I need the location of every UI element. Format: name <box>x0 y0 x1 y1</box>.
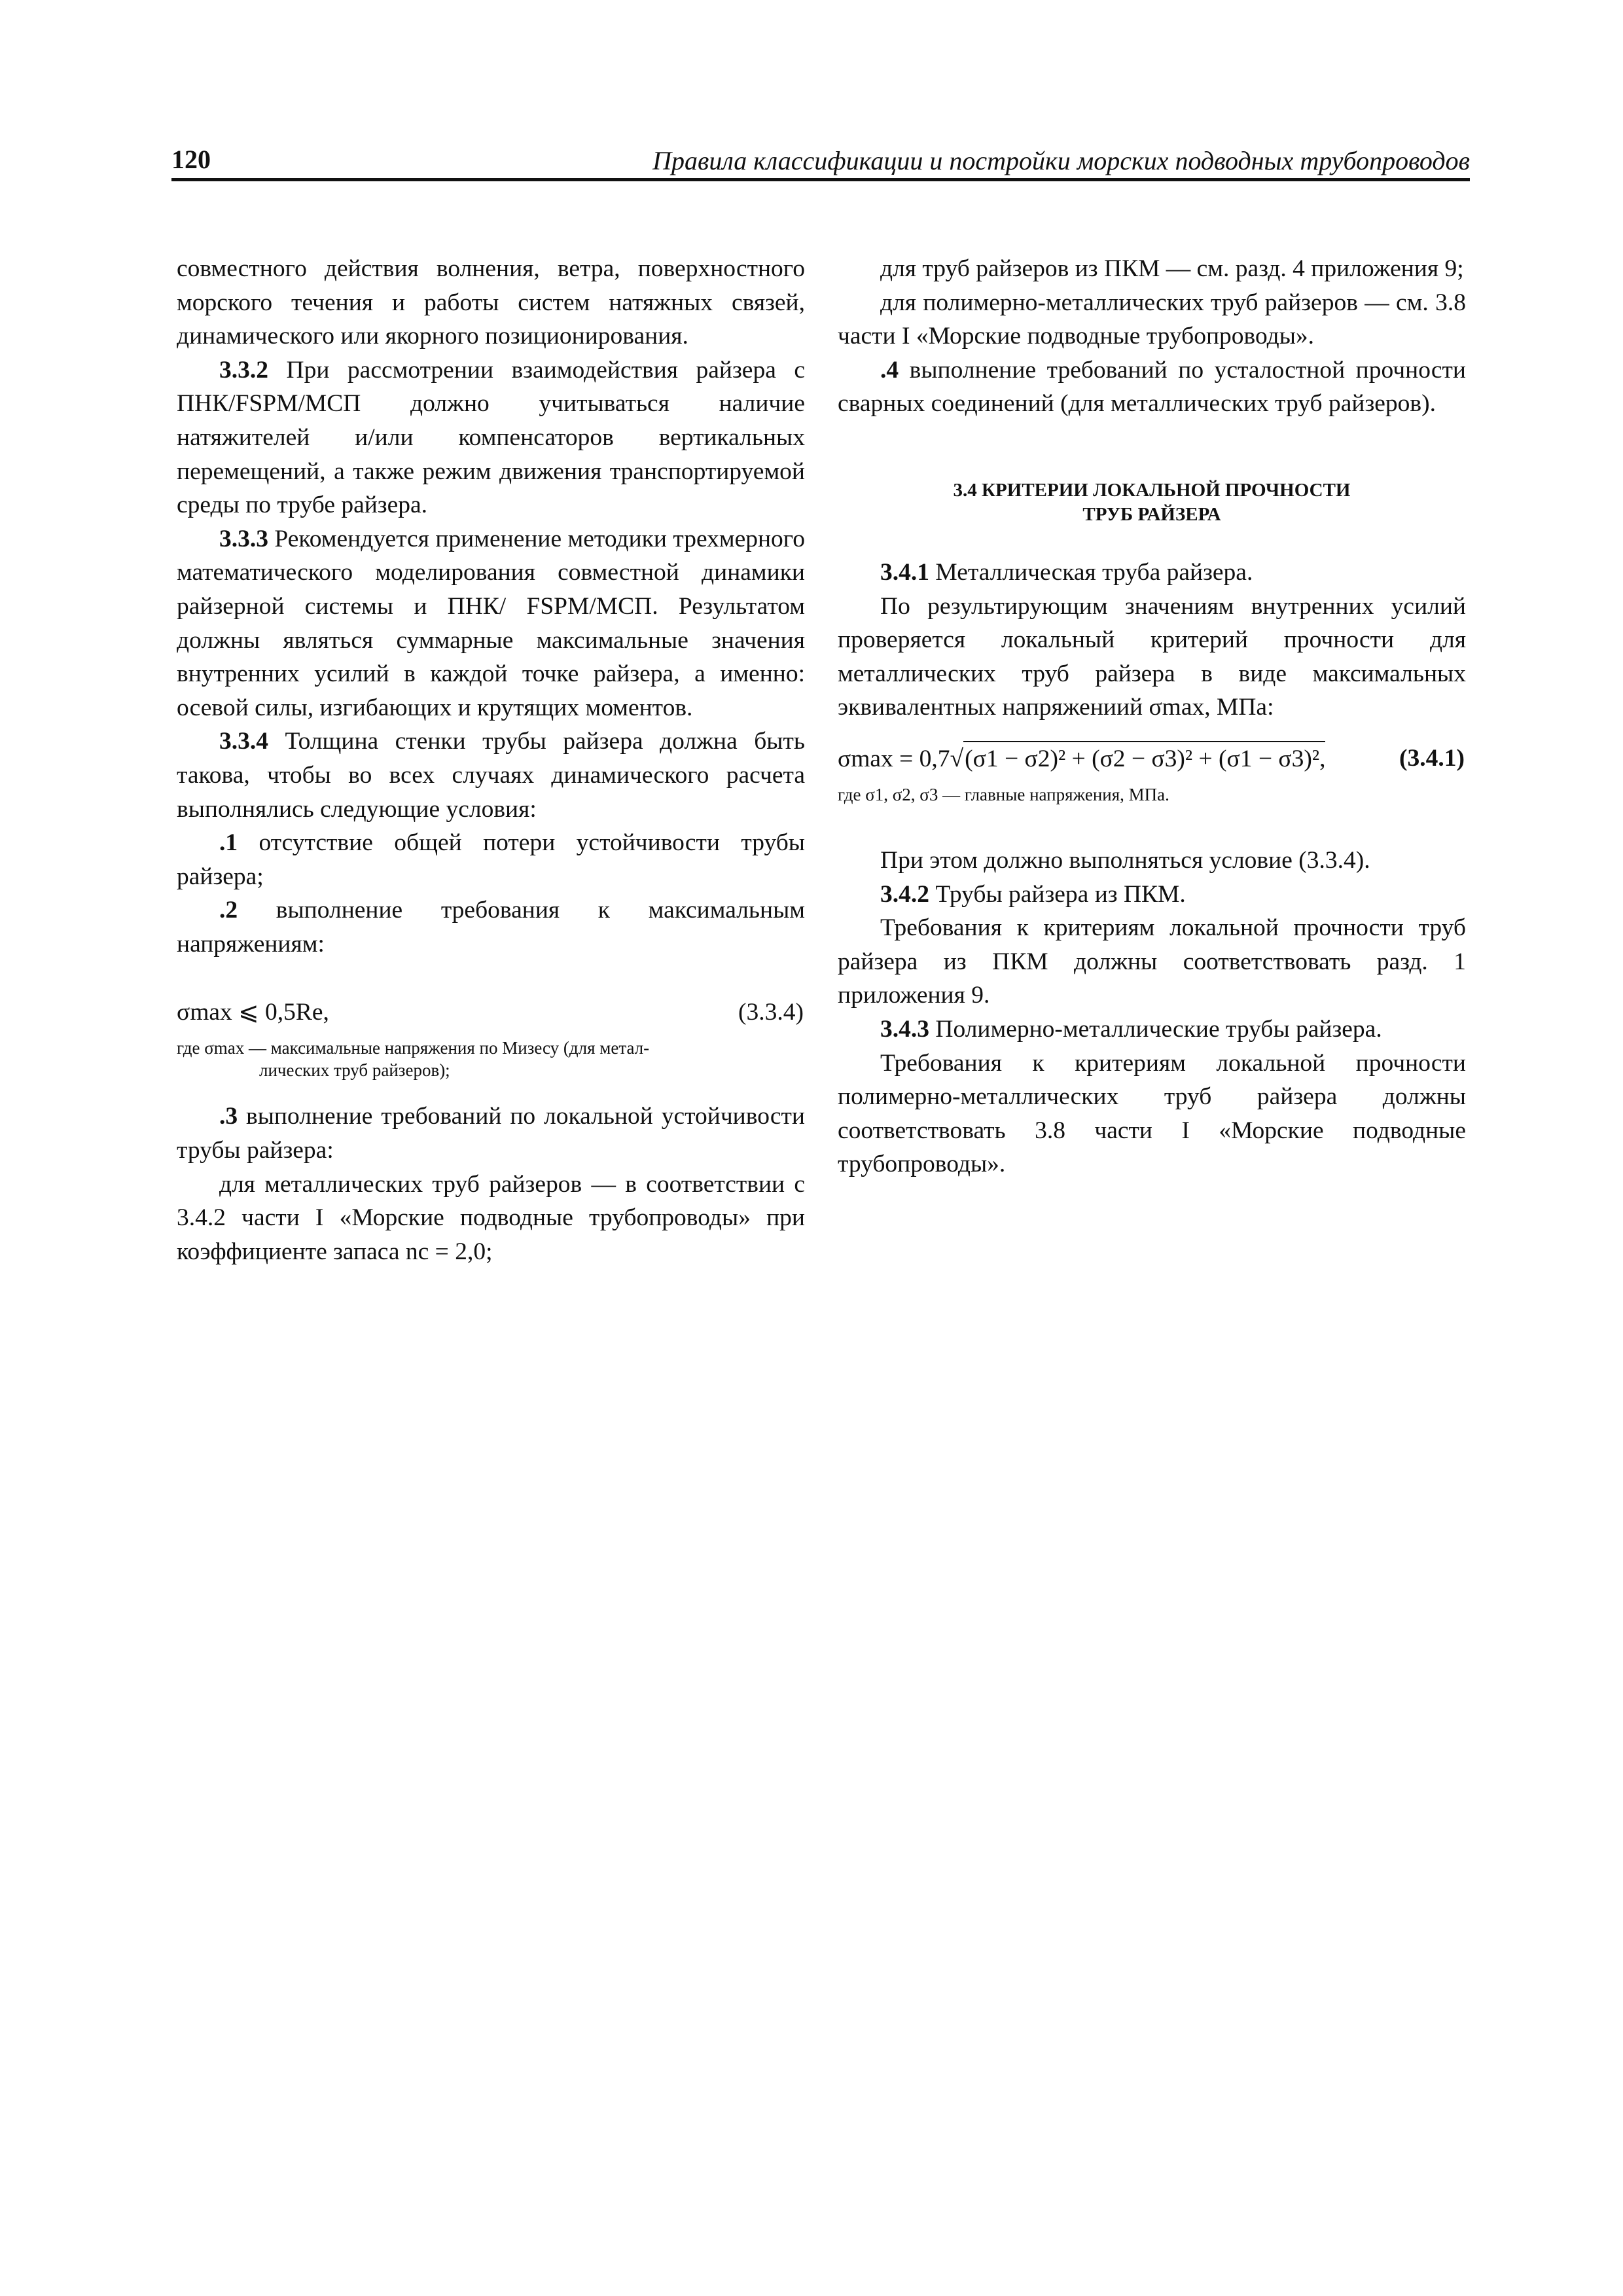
item-number: .2 <box>219 897 238 924</box>
paragraph: При этом должно выполняться условие (3.3.4). <box>880 846 1370 874</box>
clause-number: 3.4.3 <box>880 1015 929 1043</box>
formula-note <box>177 1037 805 1081</box>
paragraph: Требования к критериям локальной прочности полимерно-металлических труб райзера должны соответствовать 3.8 части I «Морские подводные трубопроводы». <box>838 1049 1466 1178</box>
clause-3-3-2 <box>177 353 805 522</box>
sub-item-metal: для металлических труб райзеров — в соответствии с 3.4.2 части I «Морские подводные трубопроводы» при коэффициенте запаса nc = 2,0; <box>177 1170 805 1265</box>
clause-text: Толщина стенки трубы райзера должна быть такова, чтобы во всех случаях динамического расчета выполнялись следующие условия: <box>177 728 805 823</box>
running-title: Правила классификации и постройки морских подводных трубопроводов <box>652 146 1470 175</box>
clause-number: 3.4.2 <box>880 880 929 908</box>
formula-radicand: (σ1 − σ2)² + (σ2 − σ3)² + (σ1 − σ3)², <box>963 741 1325 776</box>
item-text: отсутствие общей потери устойчивости трубы райзера; <box>177 829 805 890</box>
list-item-4 <box>838 353 1466 421</box>
list-item-1 <box>177 826 805 893</box>
right-column <box>838 252 1466 1181</box>
paragraph: По результирующим значениям внутренних усилий проверяется локальный критерий прочности для металлических труб райзера в виде максимальных эквивалентных напряжениий σmax, МПа: <box>838 592 1466 721</box>
clause-number: 3.3.4 <box>219 728 268 755</box>
clause-number: 3.3.2 <box>219 356 268 384</box>
clause-3-3-4 <box>177 725 805 826</box>
list-item-3 <box>177 1100 805 1167</box>
list-item-2 <box>177 893 805 961</box>
formula-3-4-1 <box>838 739 1466 778</box>
clause-text: Рекомендуется применение методики трехмерного математического моделирования совместной динамики райзерной системы и ПНК/ FSPM/МСП. Результатом должны являться суммарные максимальные значения внутренних усилий в каждой точке райзера, а именно: осевой силы, изгибающих и крутящих моментов. <box>177 525 805 721</box>
clause-title: Металлическая труба райзера. <box>929 558 1253 586</box>
clause-3-4-1 <box>838 556 1466 590</box>
item-number: .1 <box>219 829 238 857</box>
page-header <box>171 144 1470 181</box>
left-column <box>177 252 805 1268</box>
paragraph: Требования к критериям локальной прочности труб райзера из ПКМ должны соответствовать разд. 1 приложения 9. <box>838 914 1466 1009</box>
clause-3-4-2 <box>838 878 1466 912</box>
item-text: выполнение требования к максимальным напряжениям: <box>177 897 805 958</box>
clause-number: 3.4.1 <box>880 558 929 586</box>
formula-note: где σ1, σ2, σ3 — главные напряжения, МПа. <box>838 784 1169 804</box>
clause-title: Полимерно-металлические трубы райзера. <box>929 1015 1382 1043</box>
sub-item-polymer-metal: для полимерно-металлических труб райзеров — см. 3.8 части I «Морские подводные трубопроводы». <box>838 289 1466 350</box>
formula-3-3-4 <box>177 992 805 1031</box>
clause-number: 3.3.3 <box>219 525 268 552</box>
clause-3-3-3 <box>177 522 805 725</box>
section-heading-line: 3.4 КРИТЕРИИ ЛОКАЛЬНОЙ ПРОЧНОСТИ <box>953 479 1351 501</box>
item-number: .4 <box>880 356 899 384</box>
item-text: выполнение требований по локальной устойчивости трубы райзера: <box>177 1103 805 1164</box>
item-number: .3 <box>219 1103 238 1130</box>
formula-number: (3.4.1) <box>1399 745 1465 772</box>
formula-expression: σmax ⩽ 0,5Re, <box>177 998 329 1026</box>
item-text: выполнение требований по усталостной прочности сварных соединений (для металлических труб райзеров). <box>838 356 1466 418</box>
note-line: где σmax — максимальные напряжения по Мизесу (для метал- <box>177 1038 650 1058</box>
section-heading <box>838 478 1466 527</box>
paragraph: совместного действия волнения, ветра, поверхностного морского течения и работы систем натяжных связей, динамического или якорного позиционирования. <box>177 255 805 350</box>
clause-title: Трубы райзера из ПКМ. <box>929 880 1186 908</box>
page-number: 120 <box>171 145 211 174</box>
formula-number: (3.3.4) <box>738 998 804 1026</box>
formula-expression <box>838 741 1325 776</box>
formula-lhs: σmax = 0,7 <box>838 745 950 773</box>
clause-3-4-3 <box>838 1013 1466 1047</box>
section-heading-line: ТРУБ РАЙЗЕРА <box>1082 503 1221 525</box>
clause-text: При рассмотрении взаимодействия райзера с ПНК/FSPM/МСП должно учитываться наличие натяжителей и/или компенсаторов вертикальных перемещений, а также режим движения транспортируемой среды по трубе райзера. <box>177 356 805 519</box>
sub-item-pkm: для труб райзеров из ПКМ — см. разд. 4 приложения 9; <box>880 255 1464 282</box>
sqrt-sign: √ <box>950 745 964 773</box>
note-line: лических труб райзеров); <box>259 1060 450 1081</box>
